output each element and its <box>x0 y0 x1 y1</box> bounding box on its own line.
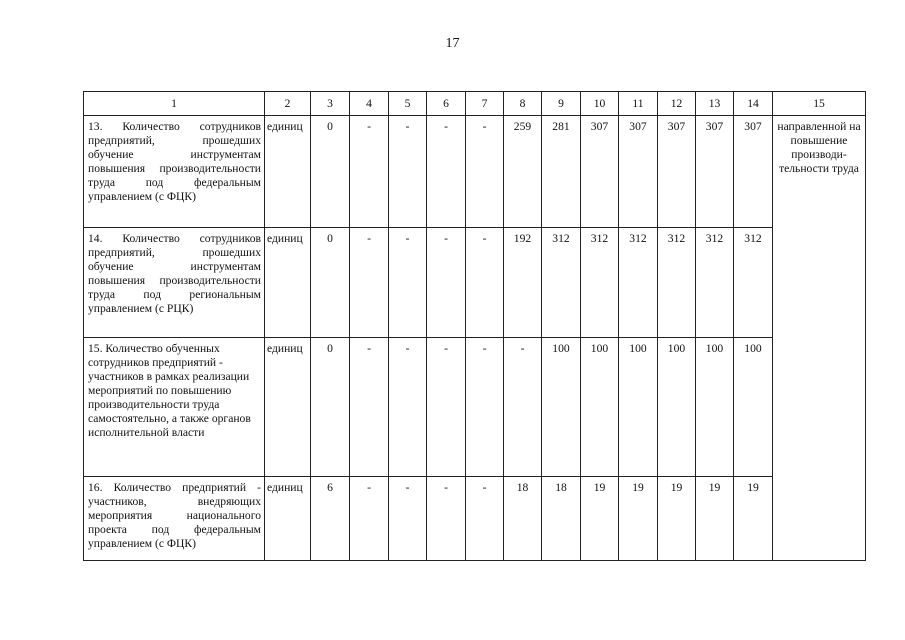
value-cell: - <box>427 228 466 338</box>
value-cell: 307 <box>734 116 773 228</box>
value-cell: 0 <box>311 338 350 477</box>
value-cell: 312 <box>581 228 619 338</box>
value-cell: 281 <box>542 116 581 228</box>
value-cell: - <box>389 116 427 228</box>
value-cell: - <box>466 477 504 561</box>
value-cell: 100 <box>581 338 619 477</box>
column-header: 5 <box>389 92 427 116</box>
page-number: 17 <box>445 36 460 51</box>
value-cell: - <box>466 116 504 228</box>
value-cell: 100 <box>542 338 581 477</box>
value-cell: - <box>350 116 389 228</box>
indicator-cell: 15. Количество обученных сотрудников предприятий - участников в рамках реализации мероприятий по повышению производительности труда самостоятельно, а также органов исполнительной власти <box>84 338 265 477</box>
value-cell: - <box>427 477 466 561</box>
value-cell: 18 <box>542 477 581 561</box>
column-header: 3 <box>311 92 350 116</box>
indicator-cell: 16. Количество предприятий - участников, внедряющих мероприятия национального проекта под федеральным управлением (с ФЦК) <box>84 477 265 561</box>
value-cell: 6 <box>311 477 350 561</box>
value-cell: - <box>350 477 389 561</box>
value-cell: 19 <box>581 477 619 561</box>
table-row <box>84 116 866 228</box>
unit-cell: единиц <box>265 477 311 561</box>
value-cell: 19 <box>619 477 658 561</box>
column-header: 2 <box>265 92 311 116</box>
value-cell: - <box>427 116 466 228</box>
value-cell: - <box>389 228 427 338</box>
value-cell: - <box>389 477 427 561</box>
value-cell: 307 <box>658 116 696 228</box>
unit-cell: единиц <box>265 116 311 228</box>
value-cell: 18 <box>504 477 542 561</box>
value-cell: 312 <box>619 228 658 338</box>
value-cell: 100 <box>658 338 696 477</box>
column-header: 11 <box>619 92 658 116</box>
header-row <box>84 92 866 116</box>
value-cell: - <box>389 338 427 477</box>
value-cell: 312 <box>734 228 773 338</box>
column-header: 12 <box>658 92 696 116</box>
unit-cell: единиц <box>265 228 311 338</box>
value-cell: 19 <box>658 477 696 561</box>
merged-note-cell: направленной на повышение производи-тельности труда <box>773 116 866 561</box>
value-cell: - <box>466 228 504 338</box>
value-cell: 192 <box>504 228 542 338</box>
column-header: 10 <box>581 92 619 116</box>
value-cell: 19 <box>734 477 773 561</box>
indicators-table <box>83 91 866 561</box>
column-header: 14 <box>734 92 773 116</box>
column-header: 8 <box>504 92 542 116</box>
value-cell: - <box>427 338 466 477</box>
unit-cell: единиц <box>265 338 311 477</box>
value-cell: - <box>350 338 389 477</box>
value-cell: 312 <box>658 228 696 338</box>
column-header: 4 <box>350 92 389 116</box>
value-cell: 0 <box>311 116 350 228</box>
value-cell: 307 <box>619 116 658 228</box>
value-cell: 0 <box>311 228 350 338</box>
value-cell: 100 <box>734 338 773 477</box>
column-header: 9 <box>542 92 581 116</box>
column-header: 13 <box>696 92 734 116</box>
value-cell: - <box>466 338 504 477</box>
value-cell: 307 <box>696 116 734 228</box>
value-cell: 100 <box>696 338 734 477</box>
indicator-cell: 14. Количество сотрудников предприятий, прошедших обучение инструментам повышения производительности труда под региональным управлением (с РЦК) <box>84 228 265 338</box>
value-cell: - <box>504 338 542 477</box>
value-cell: 259 <box>504 116 542 228</box>
column-header: 15 <box>773 92 866 116</box>
table-row <box>84 338 866 477</box>
column-header: 6 <box>427 92 466 116</box>
value-cell: 312 <box>696 228 734 338</box>
indicator-cell: 13. Количество сотрудников предприятий, прошедших обучение инструментам повышения производительности труда под федеральным управлением (с ФЦК) <box>84 116 265 228</box>
value-cell: 19 <box>696 477 734 561</box>
column-header: 7 <box>466 92 504 116</box>
table-row <box>84 477 866 561</box>
column-header: 1 <box>84 92 265 116</box>
value-cell: - <box>350 228 389 338</box>
table-row <box>84 228 866 338</box>
value-cell: 307 <box>581 116 619 228</box>
value-cell: 100 <box>619 338 658 477</box>
value-cell: 312 <box>542 228 581 338</box>
